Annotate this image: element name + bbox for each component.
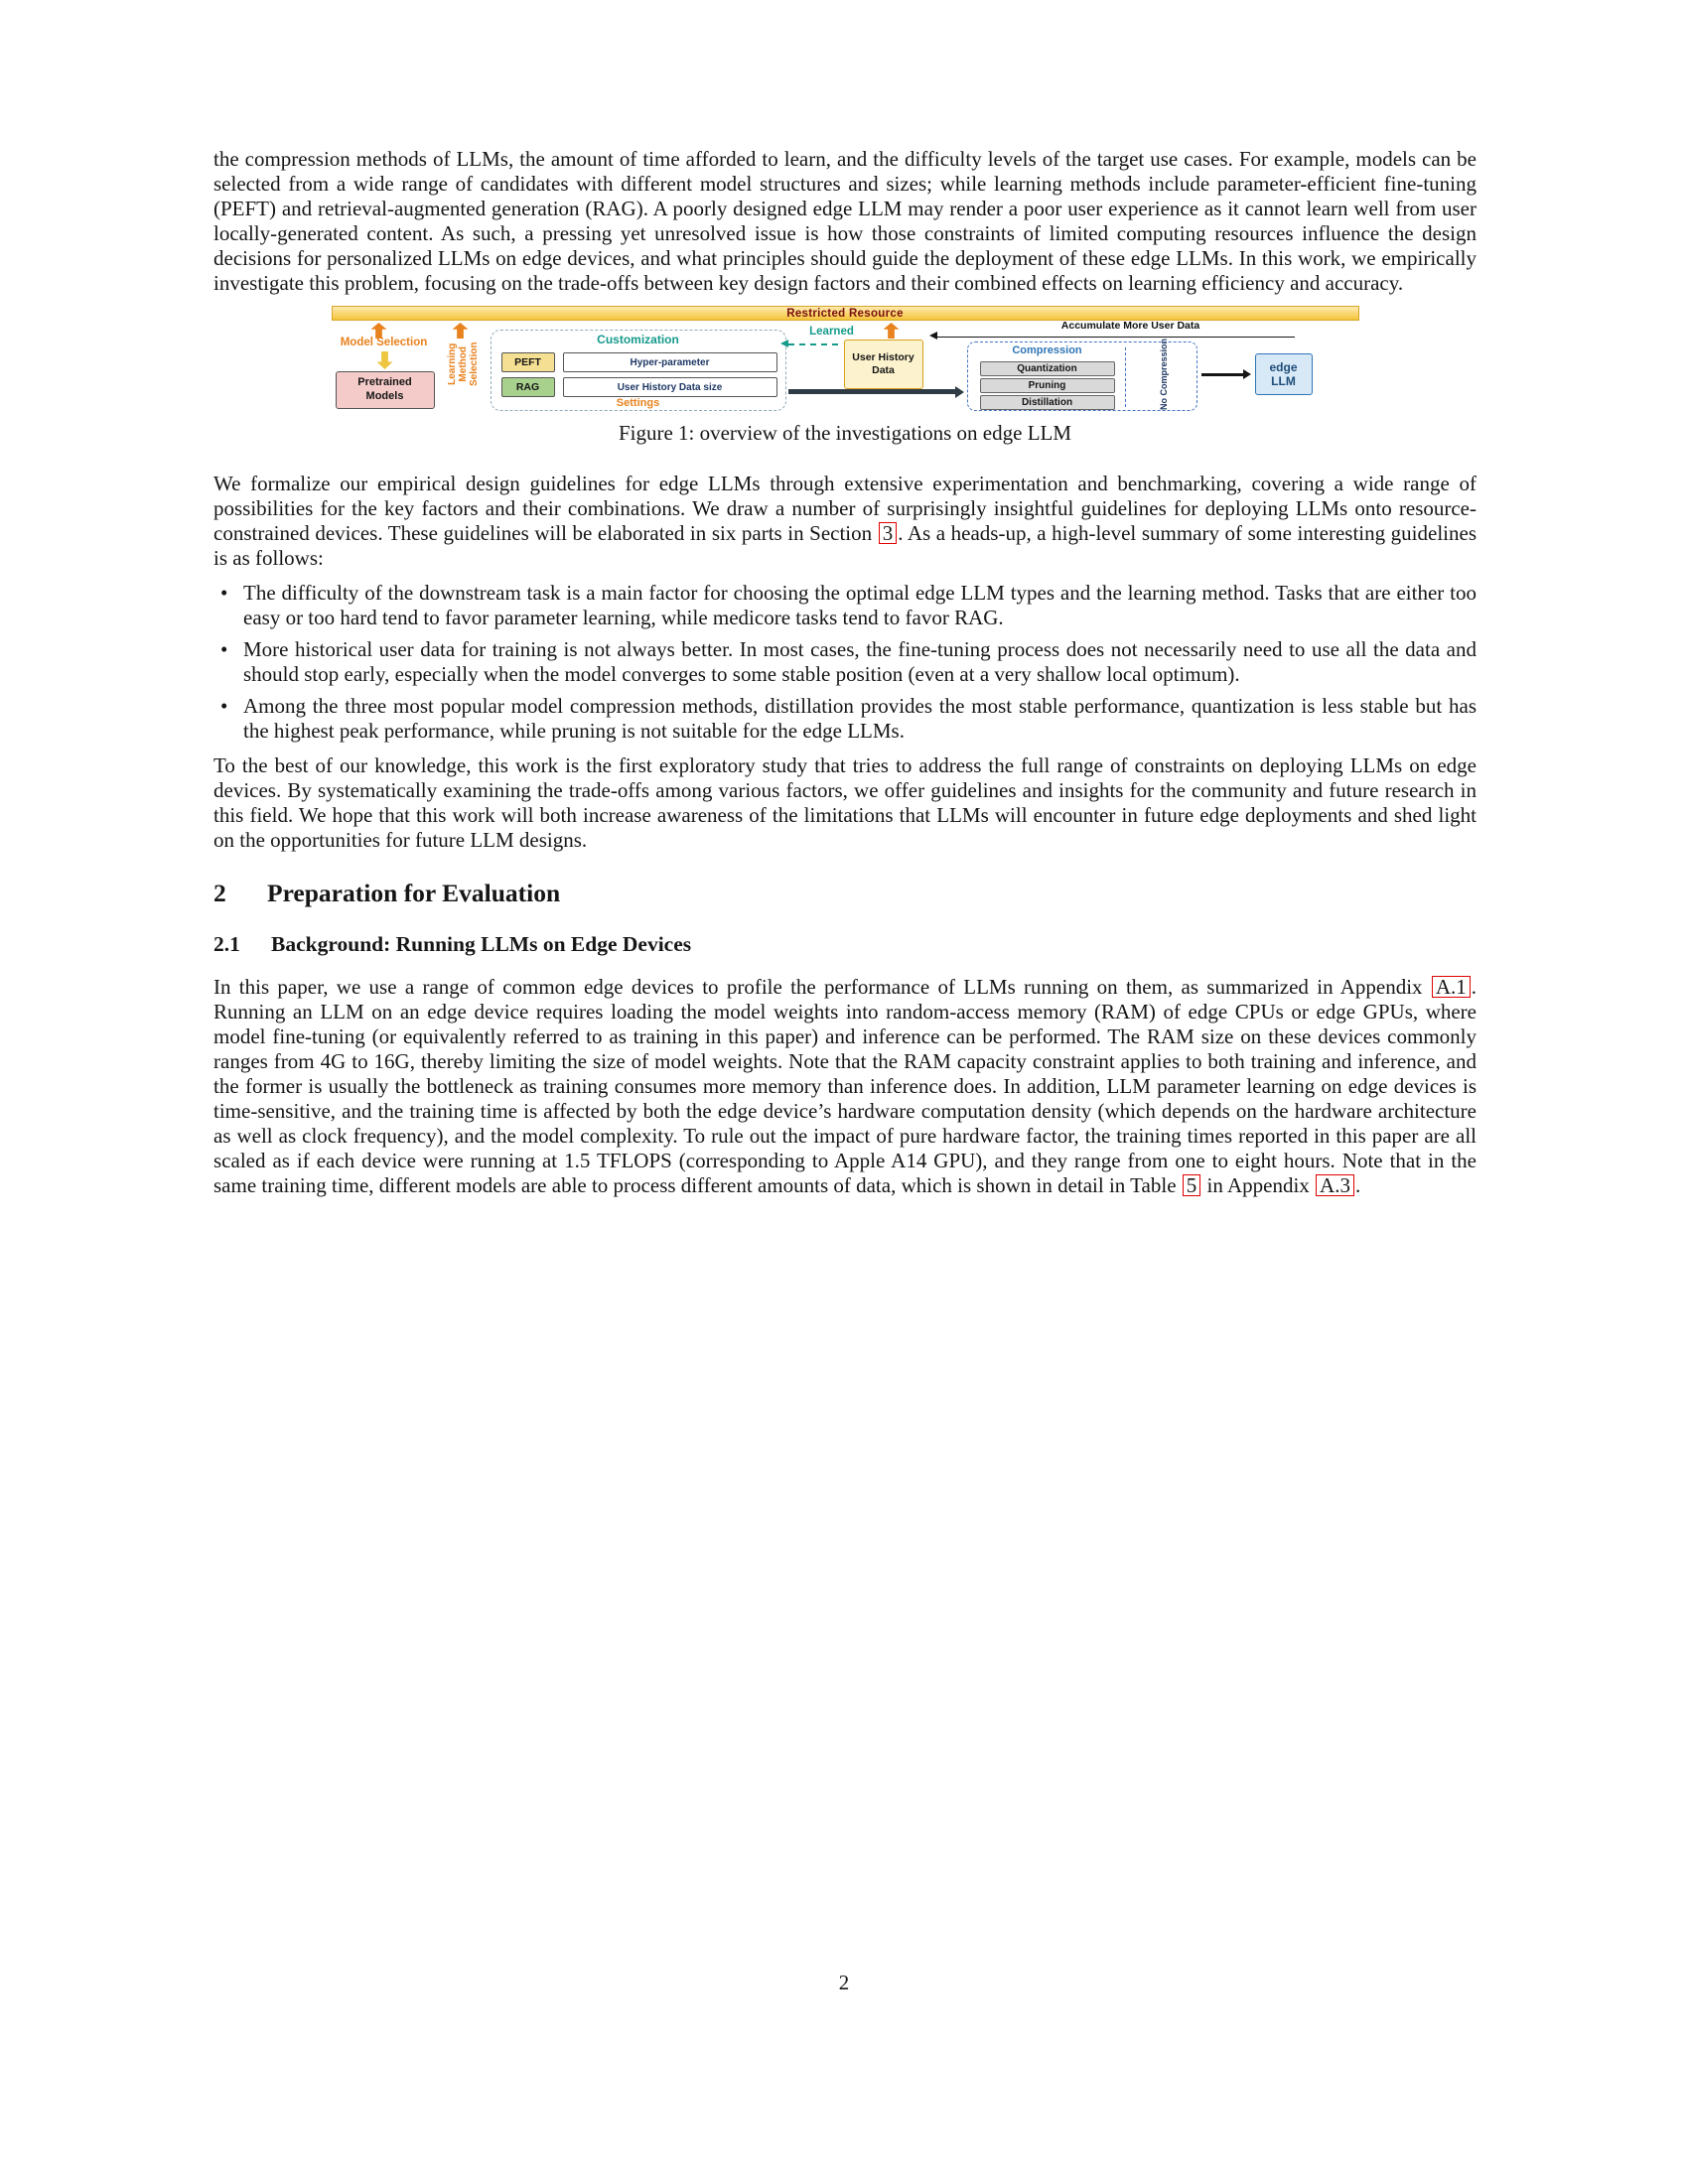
distillation-box: Distillation [980, 395, 1115, 410]
bullet-icon: • [220, 694, 228, 718]
paragraph-background-text: . Running an LLM on an edge device requires loading the model weights into random-access memory (RAM) of edge CPUs or edge GPUs, where model fine-tuning (or equivalently referred to as training in this paper) and inference can be performed. The RAM size on these devices commonly ranges from 4G to 16G, thereby limiting the size of model weights. Note that the RAM capacity constraint applies to both training and inference, and the former is usually the bottleneck as training consumes more memory than inference does. In addition, LLM parameter learning on edge devices is time-sensitive, and the training time is affected by both the edge device’s hardware computation density (which depends on the hardware architecture as well as clock frequency), and the model complexity. To rule out the impact of pure hardware factor, the training times reported in this paper are all scaled as if each device were running at 1.5 TFLOPS (corresponding to Apple A14 GPU), and they range from one to eight hours. Note that in the same training time, different models are able to process different amounts of data, which is shown in detail in Table [213, 975, 1477, 1197]
list-item-text: The difficulty of the downstream task is a main factor for choosing the optimal edge LLM types and the learning method. Tasks that are either too easy or too hard tend to favor parameter learning, while medicore tasks tend to favor RAG. [243, 581, 1477, 629]
learned-arrow-icon [788, 343, 838, 345]
list-item [213, 581, 1477, 630]
learned-label: Learned [809, 326, 854, 338]
up-arrow-icon [884, 323, 900, 339]
list-item-text: More historical user data for training is not always better. In most cases, the fine-tuning process does not necessarily need to use all the data and should stop early, especially when the model converges to some stable position (even at a very shallow local optimum). [243, 637, 1477, 686]
hyper-parameter-box: Hyper-parameter [563, 352, 777, 372]
section-2-heading [213, 879, 1477, 908]
subsection-number: 2.1 [213, 932, 240, 956]
appendix-a1-link[interactable]: A.1 [1432, 976, 1471, 998]
subsection-title: Background: Running LLMs on Edge Devices [271, 932, 692, 956]
section-title: Preparation for Evaluation [267, 879, 561, 907]
paragraph-background-text: in Appendix [1206, 1173, 1310, 1197]
bullet-icon: • [220, 637, 228, 661]
paragraph-guidelines [213, 472, 1477, 571]
compression-divider [1125, 347, 1126, 407]
learning-method-line: Learning [446, 342, 458, 385]
model-selection-label: Model Selection [340, 337, 428, 348]
edge-llm-box: edge LLM [1255, 353, 1313, 395]
down-arrow-icon [377, 351, 393, 369]
compression-box [967, 341, 1197, 411]
rag-box: RAG [501, 377, 555, 397]
accumulate-more-user-data-label: Accumulate More User Data [1060, 320, 1200, 332]
peft-box: PEFT [501, 352, 555, 372]
bullet-icon: • [220, 581, 228, 605]
appendix-a3-link[interactable]: A.3 [1316, 1174, 1354, 1196]
learning-method-selection-label [447, 323, 481, 406]
settings-label: Settings [616, 397, 660, 409]
figure-1 [213, 306, 1477, 446]
section-2-1-heading [213, 932, 1477, 957]
pruning-box: Pruning [980, 378, 1115, 393]
figure-1-diagram [332, 306, 1359, 413]
paragraph-intro: the compression methods of LLMs, the amount of time afforded to learn, and the difficulty levels of the target use cases. For example, models can be selected from a wide range of candidates with different model structures and sizes; while learning methods include parameter-efficient fine-tuning (PEFT) and retrieval-augmented generation (RAG). A poorly designed edge LLM may render a poor user experience as it cannot learn well from user locally-generated content. As such, a pressing yet unresolved issue is how those constraints of limited computing resources influence the design decisions for personalized LLMs on edge devices, and what principles should guide the deployment of these edge LLMs. In this work, we empirically investigate this problem, focusing on the trade-offs between key design factors and their combined effects on learning efficiency and accuracy. [213, 147, 1477, 295]
table-5-link[interactable]: 5 [1183, 1174, 1201, 1196]
compression-title: Compression [1012, 344, 1082, 356]
paragraph-background-text: . [1354, 1173, 1361, 1197]
pretrained-models-box: Pretrained Models [336, 371, 435, 409]
guidelines-list [213, 581, 1477, 744]
paragraph-background [213, 975, 1477, 1198]
customization-box [491, 330, 786, 411]
list-item-text: Among the three most popular model compression methods, distillation provides the most stable performance, quantization is less stable but has the highest peak performance, while pruning is not suitable for the edge LLMs. [243, 694, 1477, 743]
page-number: 2 [838, 1971, 850, 1994]
list-item [213, 694, 1477, 744]
paragraph-guidelines-text: We formalize our empirical design guidelines for edge LLMs through extensive experimentation and benchmarking, covering a wide range of possibilities for the key factors and their combinations. We draw a number of surprisingly insightful guidelines for deploying LLMs onto resource-constrained devices. These guidelines will be elaborated in six parts in Section [213, 472, 1477, 545]
paragraph-guidelines-text: . As a heads-up, a high-level summary of some interesting guidelines is as follows: [213, 521, 1477, 570]
user-history-data-box: User History Data [844, 340, 923, 389]
list-item [213, 637, 1477, 687]
customization-title: Customization [597, 333, 679, 346]
figure-1-caption: Figure 1: overview of the investigations on edge LLM [618, 421, 1072, 445]
section-number: 2 [213, 879, 226, 907]
no-compression-label: No Compression [1158, 339, 1169, 411]
quantization-box: Quantization [980, 361, 1115, 376]
learning-method-line: Selection [469, 341, 481, 387]
section-3-link[interactable]: 3 [879, 522, 898, 544]
output-arrow-icon [1201, 373, 1243, 376]
restricted-resource-banner: Restricted Resource [332, 306, 1359, 321]
user-history-data-size-box: User History Data size [563, 377, 777, 397]
text-column [213, 147, 1477, 1198]
accumulate-arrow-icon [937, 337, 1295, 338]
paragraph-background-text: In this paper, we use a range of common edge devices to profile the performance of LLMs running on them, as summarized in Appendix [213, 975, 1423, 999]
flow-arrow-icon [788, 389, 955, 394]
paragraph-knowledge: To the best of our knowledge, this work is the first exploratory study that tries to address the full range of constraints on deploying LLMs on edge devices. By systematically examining the trade-offs among various factors, we offer guidelines and insights for the community and future research in this field. We hope that this work will both increase awareness of the limitations that LLMs will encounter in future edge deployments and shed light on the opportunities for future LLM designs. [213, 753, 1477, 852]
learning-method-line: Method [457, 346, 469, 382]
